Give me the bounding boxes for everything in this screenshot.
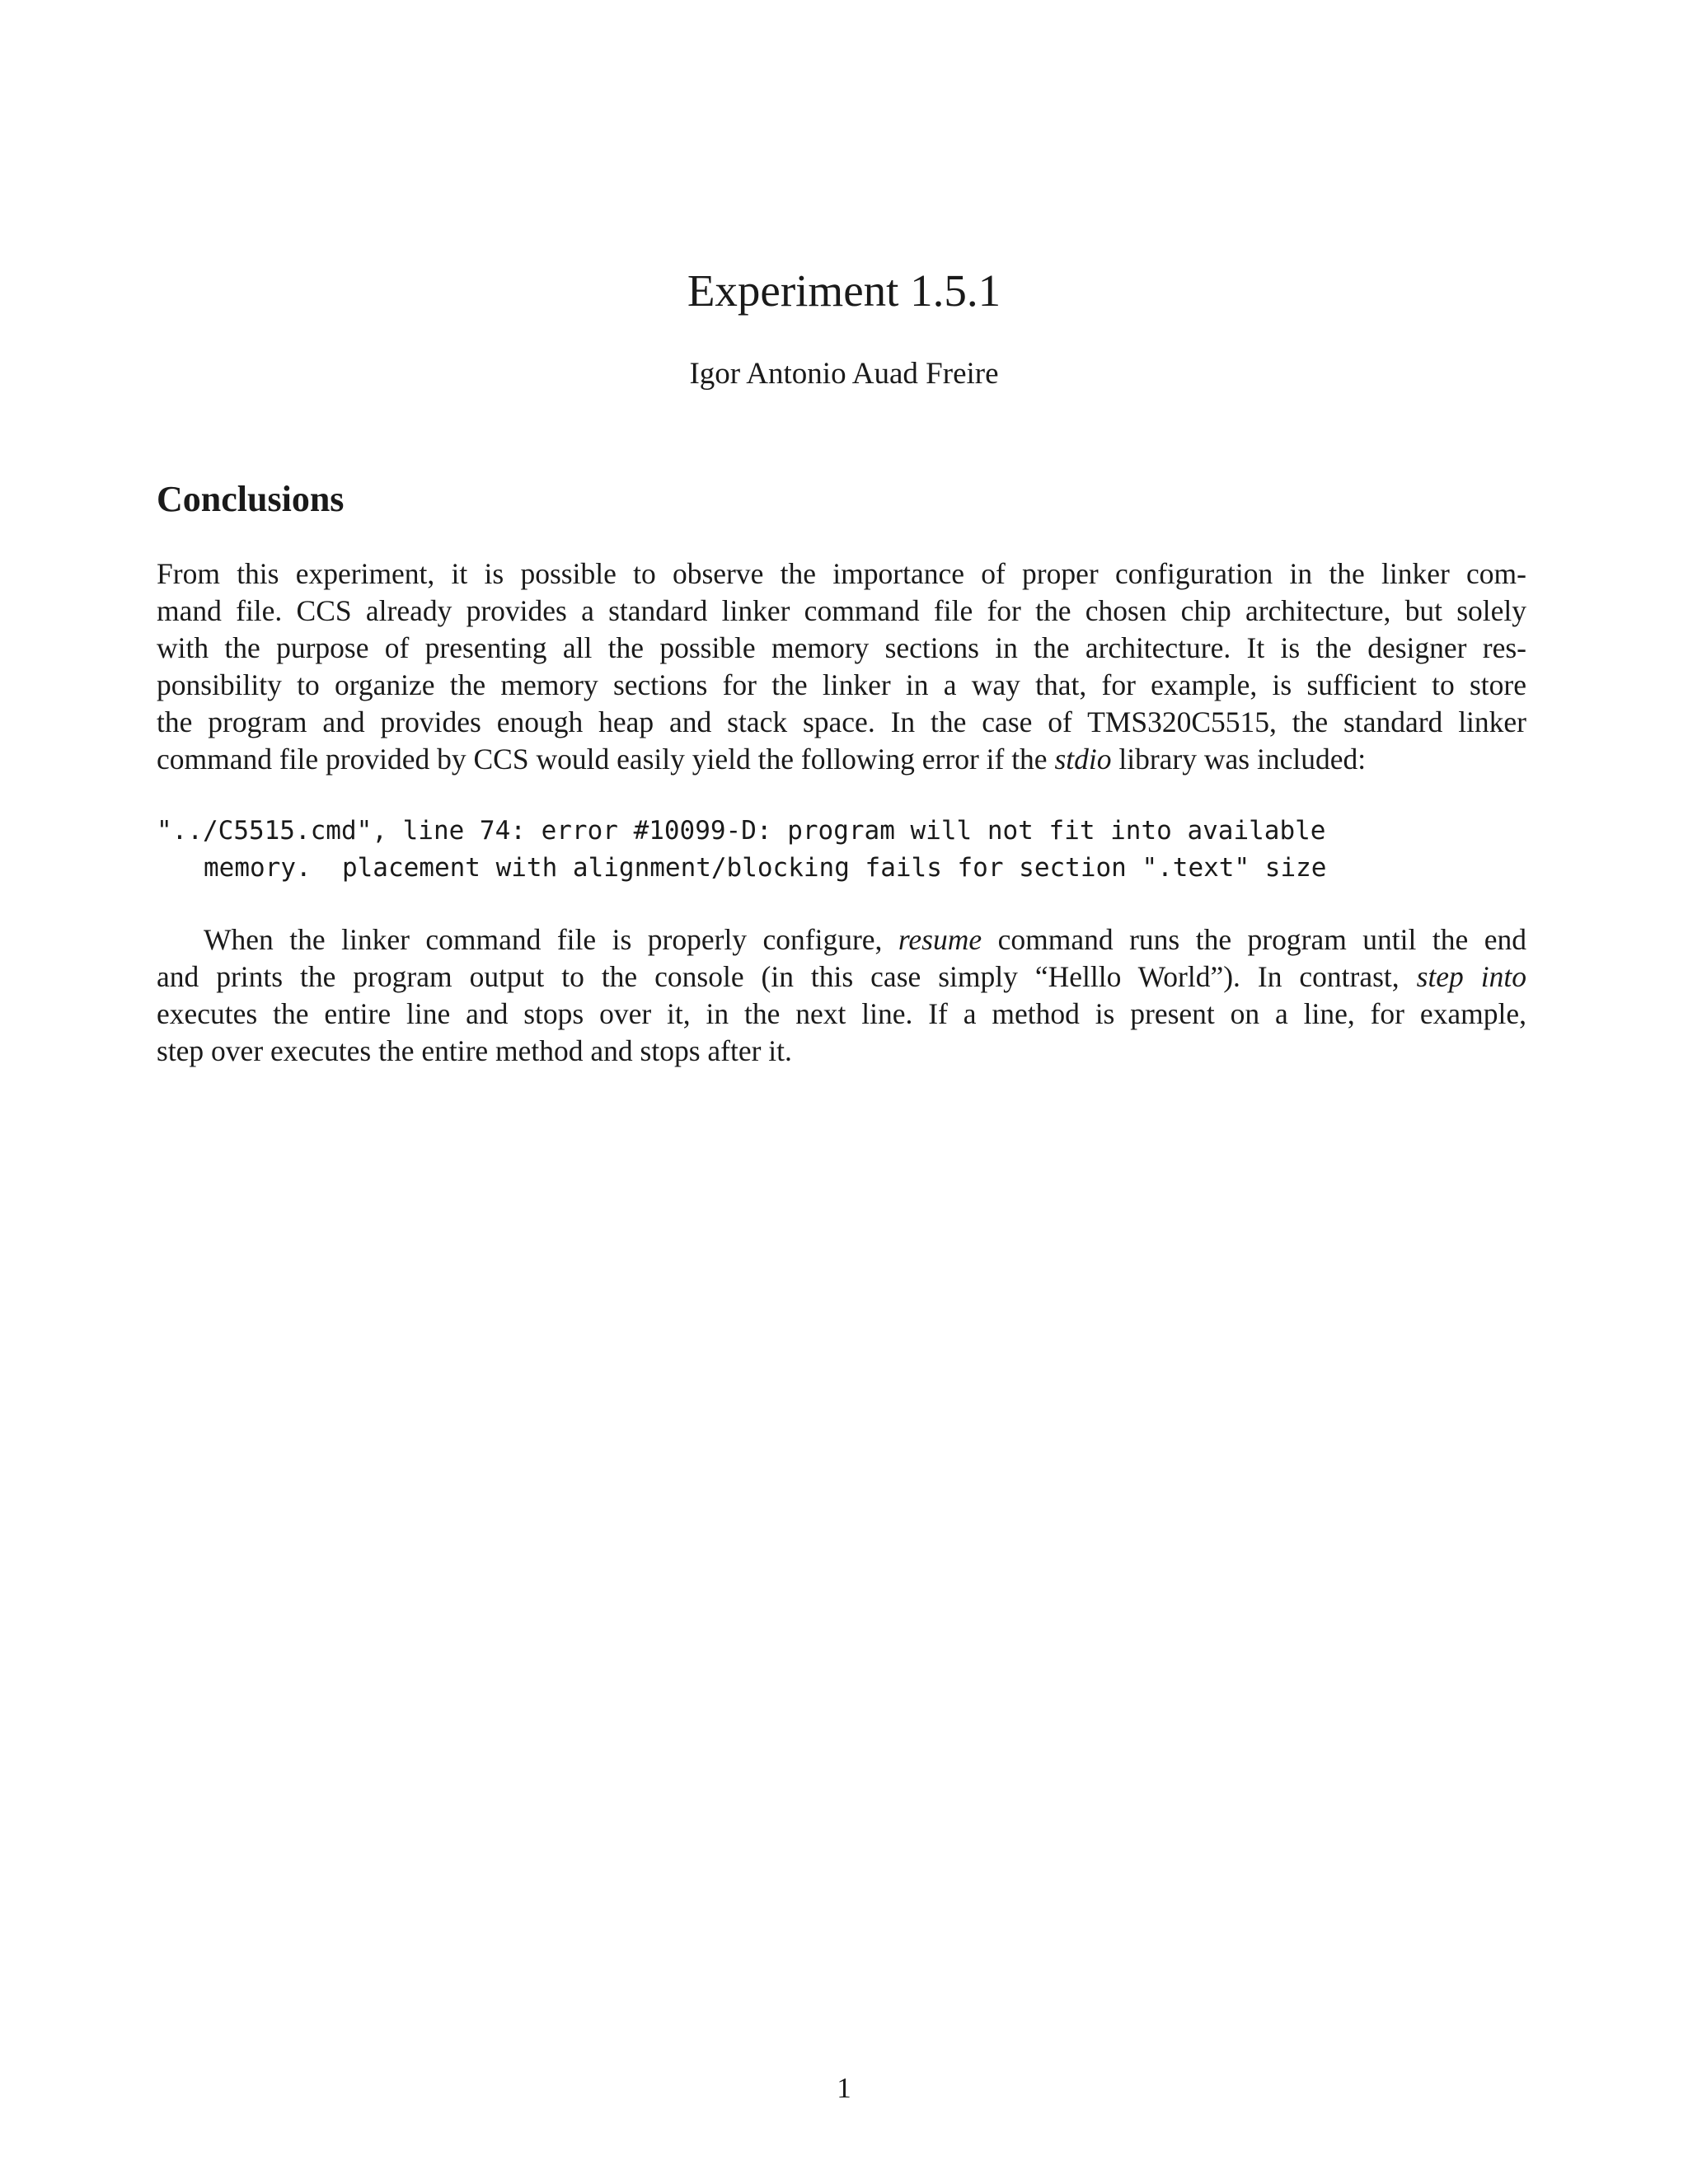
paragraph-line: with the purpose of presenting all the possible memory sections in the architecture. It is the designer res-: [157, 631, 1526, 664]
document-author: Igor Antonio Auad Freire: [689, 357, 999, 391]
italic-term-resume: resume: [898, 923, 982, 956]
document-title: Experiment 1.5.1: [687, 265, 1001, 316]
code-line-2: memory. placement with alignment/blocking fails for section ".text" size: [204, 853, 1327, 883]
page-number: 1: [837, 2072, 851, 2104]
text-run: command runs the program until the end: [982, 923, 1526, 956]
italic-term-stdio: stdio: [1054, 743, 1112, 776]
text-run: and prints the program output to the console (in this case simply “Helllo World”). In contrast,: [157, 960, 1417, 993]
italic-term-step-into: step into: [1416, 960, 1526, 993]
conclusion-paragraph-1: [157, 555, 1526, 778]
paragraph-line: step over executes the entire method and stops after it.: [157, 1034, 792, 1067]
conclusion-paragraph-2: [157, 921, 1526, 1070]
error-code-block: [157, 813, 1326, 887]
text-run: library was included:: [1111, 743, 1367, 776]
paragraph-line: [157, 958, 1526, 996]
paragraph-line: ponsibility to organize the memory sections for the linker in a way that, for example, is sufficient to store: [157, 668, 1526, 701]
paragraph-line: mand file. CCS already provides a standard linker command file for the chosen chip architecture, but solely: [157, 594, 1526, 627]
text-run: When the linker command file is properly configure,: [204, 923, 898, 956]
paragraph-line: From this experiment, it is possible to observe the importance of proper configuration in the linker com-: [157, 557, 1526, 590]
paragraph-line: [157, 921, 1526, 958]
paragraph-line: the program and provides enough heap and stack space. In the case of TMS320C5515, the standard linker: [157, 705, 1526, 738]
section-heading: Conclusions: [157, 479, 345, 519]
text-run: command file provided by CCS would easily yield the following error if the: [157, 743, 1055, 776]
paragraph-line: [157, 741, 1526, 778]
code-line-1: "../C5515.cmd", line 74: error #10099-D: program will not fit into available: [157, 816, 1326, 846]
paragraph-line: executes the entire line and stops over it, in the next line. If a method is present on a line, for example,: [157, 997, 1526, 1030]
